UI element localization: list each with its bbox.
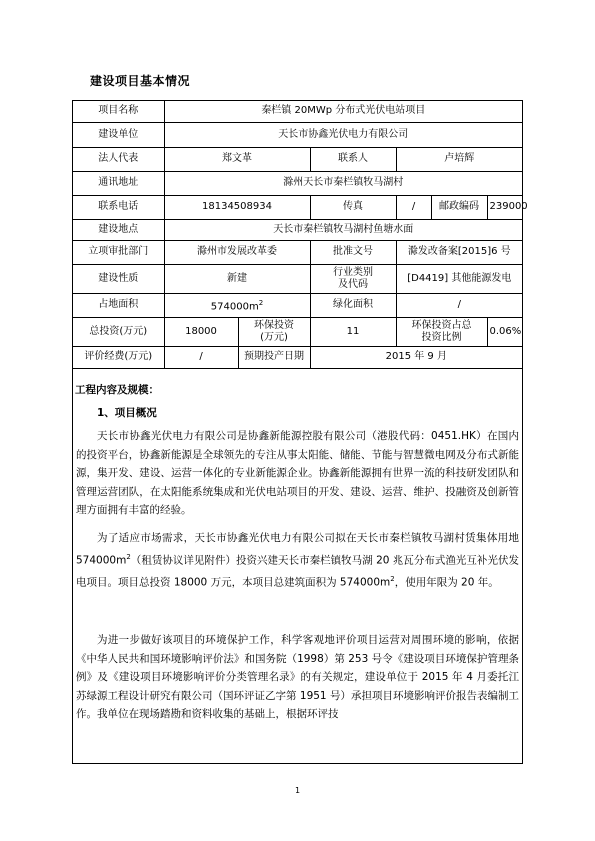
paragraph-text: （租赁协议详见附件）投资兴建天长市秦栏镇牧马湖 20 兆瓦分布式渔光互补光伏发电项目。项目总投资 18000 万元，本项目总建筑面积为 574000m <box>76 554 519 588</box>
phone-value: 18134508934 <box>164 195 310 219</box>
total-invest-value: 18000 <box>164 317 238 346</box>
industry-code-label <box>310 264 396 293</box>
paragraph-env-assessment: 为进一步做好该项目的环境保护工作，科学客观地评价项目运营对周围环境的影响，依据《中华人民共和国环境影响评价法》和国务院（1998）第 253 号令《建设项目环境保护管理条例》及《建设项目环境影响评价分类管理名录》的有关规定，建设单位于 2015 年 4 月委托江苏绿源工程设计研究有限公司（国环评证乙字第 1951 号）承担项目环境影响评价报告表编制工作。我单位在现场踏勘和资料收集的基础上，根据环评技 <box>76 634 519 720</box>
approval-no-label: 批准文号 <box>310 240 396 264</box>
env-invest-label-line1: 环保投资 <box>254 319 294 331</box>
env-invest-label <box>238 317 310 346</box>
paragraph-text: 为了适应市场需求，天长市协鑫光伏电力有限公司拟在天长市秦栏镇牧马湖村赁集体用地 574000m <box>76 532 519 566</box>
env-ratio-value: 0.06% <box>487 317 522 346</box>
env-ratio-label-line2: 投资比例 <box>421 331 462 343</box>
project-info-table <box>73 101 528 369</box>
env-invest-label-line2: (万元) <box>260 331 288 343</box>
land-area-number: 574000m <box>210 301 259 313</box>
table-row <box>73 195 522 219</box>
build-nature-value: 新建 <box>164 264 310 293</box>
env-invest-value: 11 <box>310 317 396 346</box>
document-heading: 建设项目基本情况 <box>90 74 191 88</box>
legal-rep-label: 法人代表 <box>73 147 164 171</box>
land-area-label: 占地面积 <box>73 293 164 317</box>
total-invest-label: 总投资(万元) <box>73 317 164 346</box>
location-label: 建设地点 <box>73 219 164 240</box>
area-superscript: 2 <box>390 574 395 583</box>
legal-rep-value: 郑文革 <box>164 147 310 171</box>
land-area-superscript: 2 <box>258 298 264 307</box>
postcode-label: 邮政编码 <box>431 195 487 219</box>
location-value: 天长市秦栏镇牧马湖村鱼塘水面 <box>164 219 522 240</box>
approval-dept-label: 立项审批部门 <box>73 240 164 264</box>
table-row <box>73 346 522 368</box>
builder-value: 天长市协鑫光伏电力有限公司 <box>164 122 522 147</box>
eval-fee-label: 评价经费(万元) <box>73 346 164 368</box>
project-info-frame <box>72 100 528 764</box>
production-date-label: 预期投产日期 <box>238 346 310 368</box>
area-superscript: 2 <box>126 552 131 561</box>
table-row <box>73 240 522 264</box>
page-number: 1 <box>294 786 301 795</box>
eval-fee-value: / <box>164 346 238 368</box>
project-name-value: 秦栏镇 20MWp 分布式光伏电站项目 <box>164 101 522 122</box>
table-row <box>73 101 522 122</box>
phone-label: 联系电话 <box>73 195 164 219</box>
build-nature-label: 建设性质 <box>73 264 164 293</box>
approval-dept-value: 滁州市发展改革委 <box>164 240 310 264</box>
production-date-value: 2015 年 9 月 <box>310 346 522 368</box>
address-label: 通讯地址 <box>73 171 164 195</box>
industry-code-value: [D4419] 其他能源发电 <box>396 264 522 293</box>
builder-label: 建设单位 <box>73 122 164 147</box>
contact-value: 卢培辉 <box>396 147 522 171</box>
contact-label: 联系人 <box>310 147 396 171</box>
green-area-value: / <box>396 293 522 317</box>
paragraph-company-profile: 天长市协鑫光伏电力有限公司是协鑫新能源控股有限公司（港股代码：0451.HK）在国内的投资平台，协鑫新能源是全球领先的专注从事太阳能、储能、节能与智慧微电网及分布式新能源，集开发、建设、运营一体化的专业新能源企业。协鑫新能源拥有世界一流的科技研发团队和管理运营团队，在太阳能系统集成和光伏电站项目的开发、建设、运营、维护、投融资及创新管理方面拥有丰富的经验。 <box>76 430 519 516</box>
section-title: 工程内容及规模： <box>75 384 159 396</box>
table-row <box>73 317 522 346</box>
industry-code-label-line2: 及代码 <box>338 278 368 290</box>
green-area-label: 绿化面积 <box>310 293 396 317</box>
paragraph-text: ，使用年限为 20 年。 <box>394 576 499 588</box>
address-value: 滁州天长市秦栏镇牧马湖村 <box>164 171 522 195</box>
postcode-value: 239000 <box>487 195 522 219</box>
subsection-title: 1、项目概况 <box>97 407 157 419</box>
approval-no-value: 滁发改备案[2015]6 号 <box>396 240 522 264</box>
table-row <box>73 122 522 147</box>
land-area-value <box>164 293 310 317</box>
industry-code-label-line1: 行业类别 <box>333 266 373 278</box>
table-row <box>73 293 522 317</box>
table-row <box>73 219 522 240</box>
paragraph-project-overview <box>76 529 519 592</box>
table-row <box>73 147 522 171</box>
table-row <box>73 264 522 293</box>
env-ratio-label-line1: 环保投资占总 <box>411 319 472 331</box>
fax-value: / <box>396 195 431 219</box>
project-name-label: 项目名称 <box>73 101 164 122</box>
table-row <box>73 171 522 195</box>
env-ratio-label <box>396 317 487 346</box>
fax-label: 传真 <box>310 195 396 219</box>
